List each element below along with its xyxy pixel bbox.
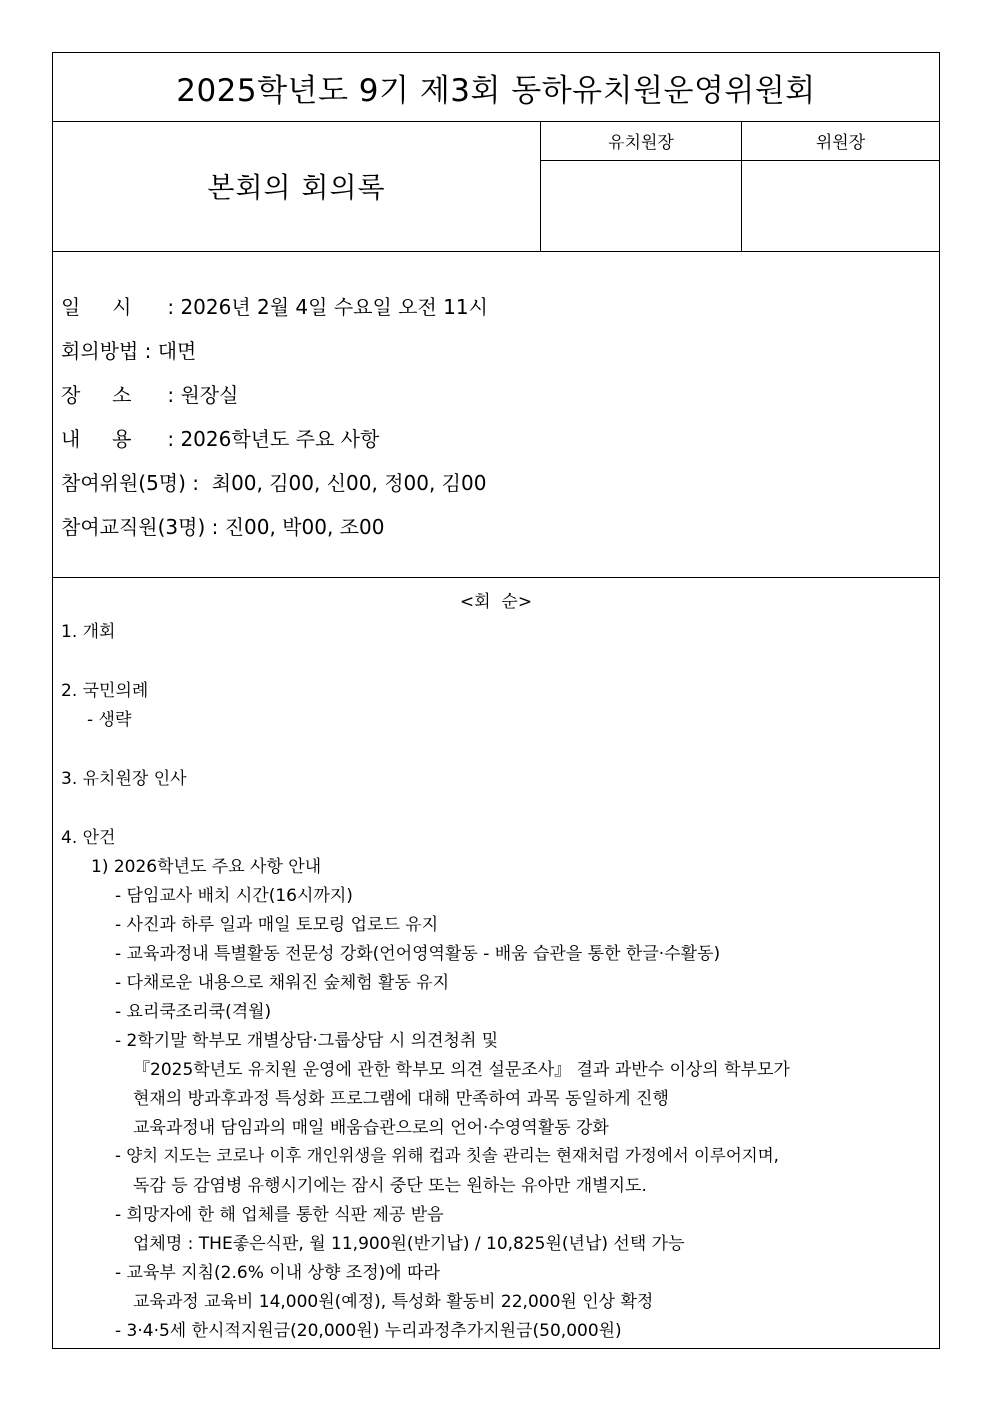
agenda-bullet: - 담임교사 배치 시간(16시까지) [115,886,353,906]
signature-label-principal: 유치원장 [541,121,741,161]
header-row [53,121,939,252]
order-item: 1. 개회 [61,622,116,642]
info-method: 회의방법 : 대면 [61,335,196,364]
agenda-bullet: - 교육부 지침(2.6% 이내 상향 조정)에 따라 [115,1263,440,1283]
agenda-item: 1) 2026학년도 주요 사항 안내 [91,857,322,877]
info-value: 원장실 [180,383,239,407]
agenda-bullet: - 교육과정내 특별활동 전문성 강화(언어영역활동 - 배움 습관을 통한 한글·수활동) [115,944,721,964]
order-item: 2. 국민의례 [61,681,149,701]
info-label: 회의방법 [61,339,139,363]
info-label: 참여위원(5명) [61,471,186,495]
agenda-bullet: - 양치 지도는 코로나 이후 개인위생을 위해 컵과 칫솔 관리는 현재처럼 가정에서 이루어지며, [115,1146,779,1165]
agenda-bullet: - 다채로운 내용으로 채워진 숲체험 활동 유지 [115,973,450,993]
info-label: 내 용 [61,427,132,451]
agenda-bullet: - 2학기말 학부모 개별상담·그룹상담 시 의견청취 및 [115,1031,499,1051]
agenda-bullet: - 사진과 하루 일과 매일 토모링 업로드 유지 [115,915,439,935]
minutes-document [52,52,940,1349]
info-label: 장 소 [61,383,132,407]
signature-box-principal [541,121,742,251]
agenda-continuation: 업체명 : THE좋은식판, 월 11,900원(반기납) / 10,825원(년납) 선택 가능 [133,1234,685,1254]
agenda-bullet: - 3·4·5세 한시적지원금(20,000원) 누리과정추가지원금(50,000원) [115,1321,622,1341]
info-value: 진00, 박00, 조00 [224,515,385,539]
info-content: 내 용 : 2026학년도 주요 사항 [61,423,379,452]
info-value: 최00, 김00, 신00, 정00, 김00 [205,471,487,495]
order-item: 3. 유치원장 인사 [61,769,187,789]
agenda-bullet: - 요리쿡조리쿡(격월) [115,1002,272,1022]
agenda-continuation: 교육과정 교육비 14,000원(예정), 특성화 활동비 22,000원 인상 확정 [133,1292,654,1312]
agenda-continuation: 현재의 방과후과정 특성화 프로그램에 대해 만족하여 과목 동일하게 진행 [133,1089,669,1109]
meeting-info [53,251,939,578]
info-datetime: 일 시 : 2026년 2월 4일 수요일 오전 11시 [61,291,488,320]
info-value: 2026년 2월 4일 수요일 오전 11시 [180,295,488,319]
agenda-bullet: - 희망자에 한 해 업체를 통한 식판 제공 받음 [115,1205,444,1225]
document-title: 2025학년도 9기 제3회 동하유치원운영위원회 [53,53,939,122]
order-subitem: - 생략 [87,710,132,730]
document-subtitle: 본회의 회의록 [53,121,541,251]
info-members: 참여위원(5명) : 최00, 김00, 신00, 정00, 김00 [61,467,486,496]
signature-label-chair: 위원장 [742,121,939,161]
agenda-continuation: 『2025학년도 유치원 운영에 관한 학부모 의견 설문조사』 결과 과반수 이상의 학부모가 [133,1060,790,1080]
info-value: 2026학년도 주요 사항 [180,427,380,451]
info-label: 일 시 [61,295,132,319]
agenda-continuation: 독감 등 감염병 유행시기에는 잠시 중단 또는 원하는 유아만 개별지도. [133,1176,647,1196]
agenda-continuation: 교육과정내 담임과의 매일 배움습관으로의 언어·수영역활동 강화 [133,1118,609,1138]
info-value: 대면 [157,339,197,363]
order-item: 4. 안건 [61,828,116,848]
info-staff: 참여교직원(3명) : 진00, 박00, 조00 [61,511,384,540]
meeting-order [53,577,939,1348]
signature-box-chair [742,121,939,251]
info-place: 장 소 : 원장실 [61,379,238,408]
order-heading: <회 순> [459,592,533,612]
info-label: 참여교직원(3명) [61,515,206,539]
